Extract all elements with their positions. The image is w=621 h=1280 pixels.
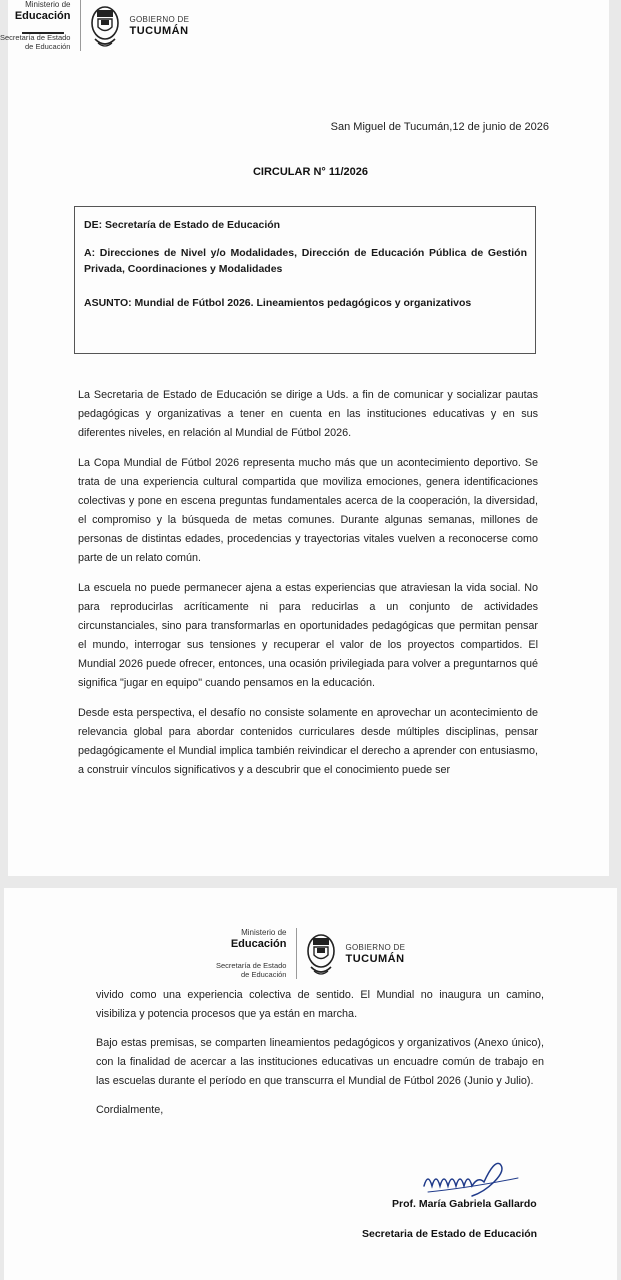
- document-date: San Miguel de Tucumán,12 de junio de 2026: [330, 121, 549, 133]
- recipients-box: [74, 206, 536, 354]
- letterhead-page-2: [216, 928, 405, 979]
- government-block: [129, 15, 189, 37]
- coat-of-arms-icon: [305, 929, 337, 979]
- paragraph: La Secretaria de Estado de Educación se dirige a Uds. a fin de comunicar y socializar pautas pedagógicas y organizativas a tener en cuenta en las instituciones educativas y en sus diferentes niveles, en relación al Mundial de Fútbol 2026.: [78, 389, 538, 439]
- page1-body: [78, 386, 538, 791]
- from-line: DE: Secretaría de Estado de Educación: [84, 219, 281, 231]
- signatory-name: Prof. María Gabriela Gallardo: [392, 1198, 537, 1210]
- government-line2: TUCUMÁN: [129, 24, 189, 37]
- government-block: [345, 943, 405, 965]
- closing: Cordialmente,: [96, 1104, 164, 1116]
- paragraph: La escuela no puede permanecer ajena a estas experiencias que atraviesan la vida social. No para reproducirlas acríticamente ni para reducirlas a un conjunto de actividades circunstanciales, sino para transformarlas en oportunidades pedagógicas que permitan pensar el mundo, interrogar sus tensiones y recuperar el valor de los proyectos compartidos. El Mundial 2026 puede ofrecer, entonces, una ocasión privilegiada para volver a preguntarnos qué significa "jugar en equipo" cuando pensamos en la educación.: [78, 582, 538, 689]
- paragraph: vivido como una experiencia colectiva de sentido. El Mundial no inaugura un camino, visibiliza y potencia procesos que ya están en marcha.: [96, 989, 544, 1020]
- ministry-block: [0, 0, 81, 51]
- secretariat-line1: Secretaría de Estado: [0, 33, 71, 42]
- paragraph: Desde esta perspectiva, el desafío no consiste solamente en aprovechar un acontecimiento de relevancia global para abordar contenidos curriculares desde múltiples disciplinas, pensar pedagógicamente el Mundial implica también reivindicar el derecho a aprender con entusiasmo, a construir vínculos significativos y a descubrir que el conocimiento puede ser: [78, 707, 538, 776]
- ministry-name: Educación: [230, 938, 287, 950]
- signatory-role: Secretaria de Estado de Educación: [362, 1228, 538, 1240]
- circular-number: CIRCULAR N° 11/2026: [252, 166, 369, 178]
- secretariat-line2: de Educación: [25, 42, 71, 51]
- coat-of-arms-icon: [89, 1, 121, 51]
- ministry-name: Educación: [14, 10, 71, 22]
- subject-line: ASUNTO: Mundial de Fútbol 2026. Lineamientos pedagógicos y organizativos: [84, 297, 472, 309]
- ministry-small: Ministerio de: [25, 0, 71, 9]
- secretariat-line1: Secretaría de Estado: [216, 961, 287, 970]
- paragraph: Bajo estas premisas, se comparten lineamientos pedagógicos y organizativos (Anexo único), con la finalidad de acercar a las instituciones educativas un encuadre común de trabajo en las escuelas durante el período en que transcurra el Mundial de Fútbol 2026 (Junio y Julio).: [96, 1037, 544, 1087]
- government-line1: GOBIERNO DE: [129, 14, 190, 24]
- secretariat-line2: de Educación: [241, 970, 287, 979]
- page2-body: [96, 986, 544, 1130]
- government-line2: TUCUMÁN: [345, 952, 405, 965]
- handwritten-signature: [392, 1150, 562, 1202]
- ministry-small: Ministerio de: [241, 928, 287, 937]
- government-line1: GOBIERNO DE: [345, 942, 406, 952]
- ministry-block: [216, 928, 297, 979]
- paragraph: La Copa Mundial de Fútbol 2026 representa mucho más que un acontecimiento deportivo. Se trata de una experiencia cultural compartida que moviliza emociones, genera identificaciones colectivas y pone en escena preguntas fundamentales acerca de la cooperación, la diversidad, el compromiso y la búsqueda de metas comunes. Durante algunas semanas, millones de personas de distintas edades, procedencias y trayectorias vitales vuelven a reconocerse como parte de un relato común.: [78, 457, 538, 564]
- to-line: A: Direcciones de Nivel y/o Modalidades, Dirección de Educación Pública de Gestión Privada, Coordinaciones y Modalidades: [84, 247, 527, 275]
- letterhead: [0, 0, 189, 51]
